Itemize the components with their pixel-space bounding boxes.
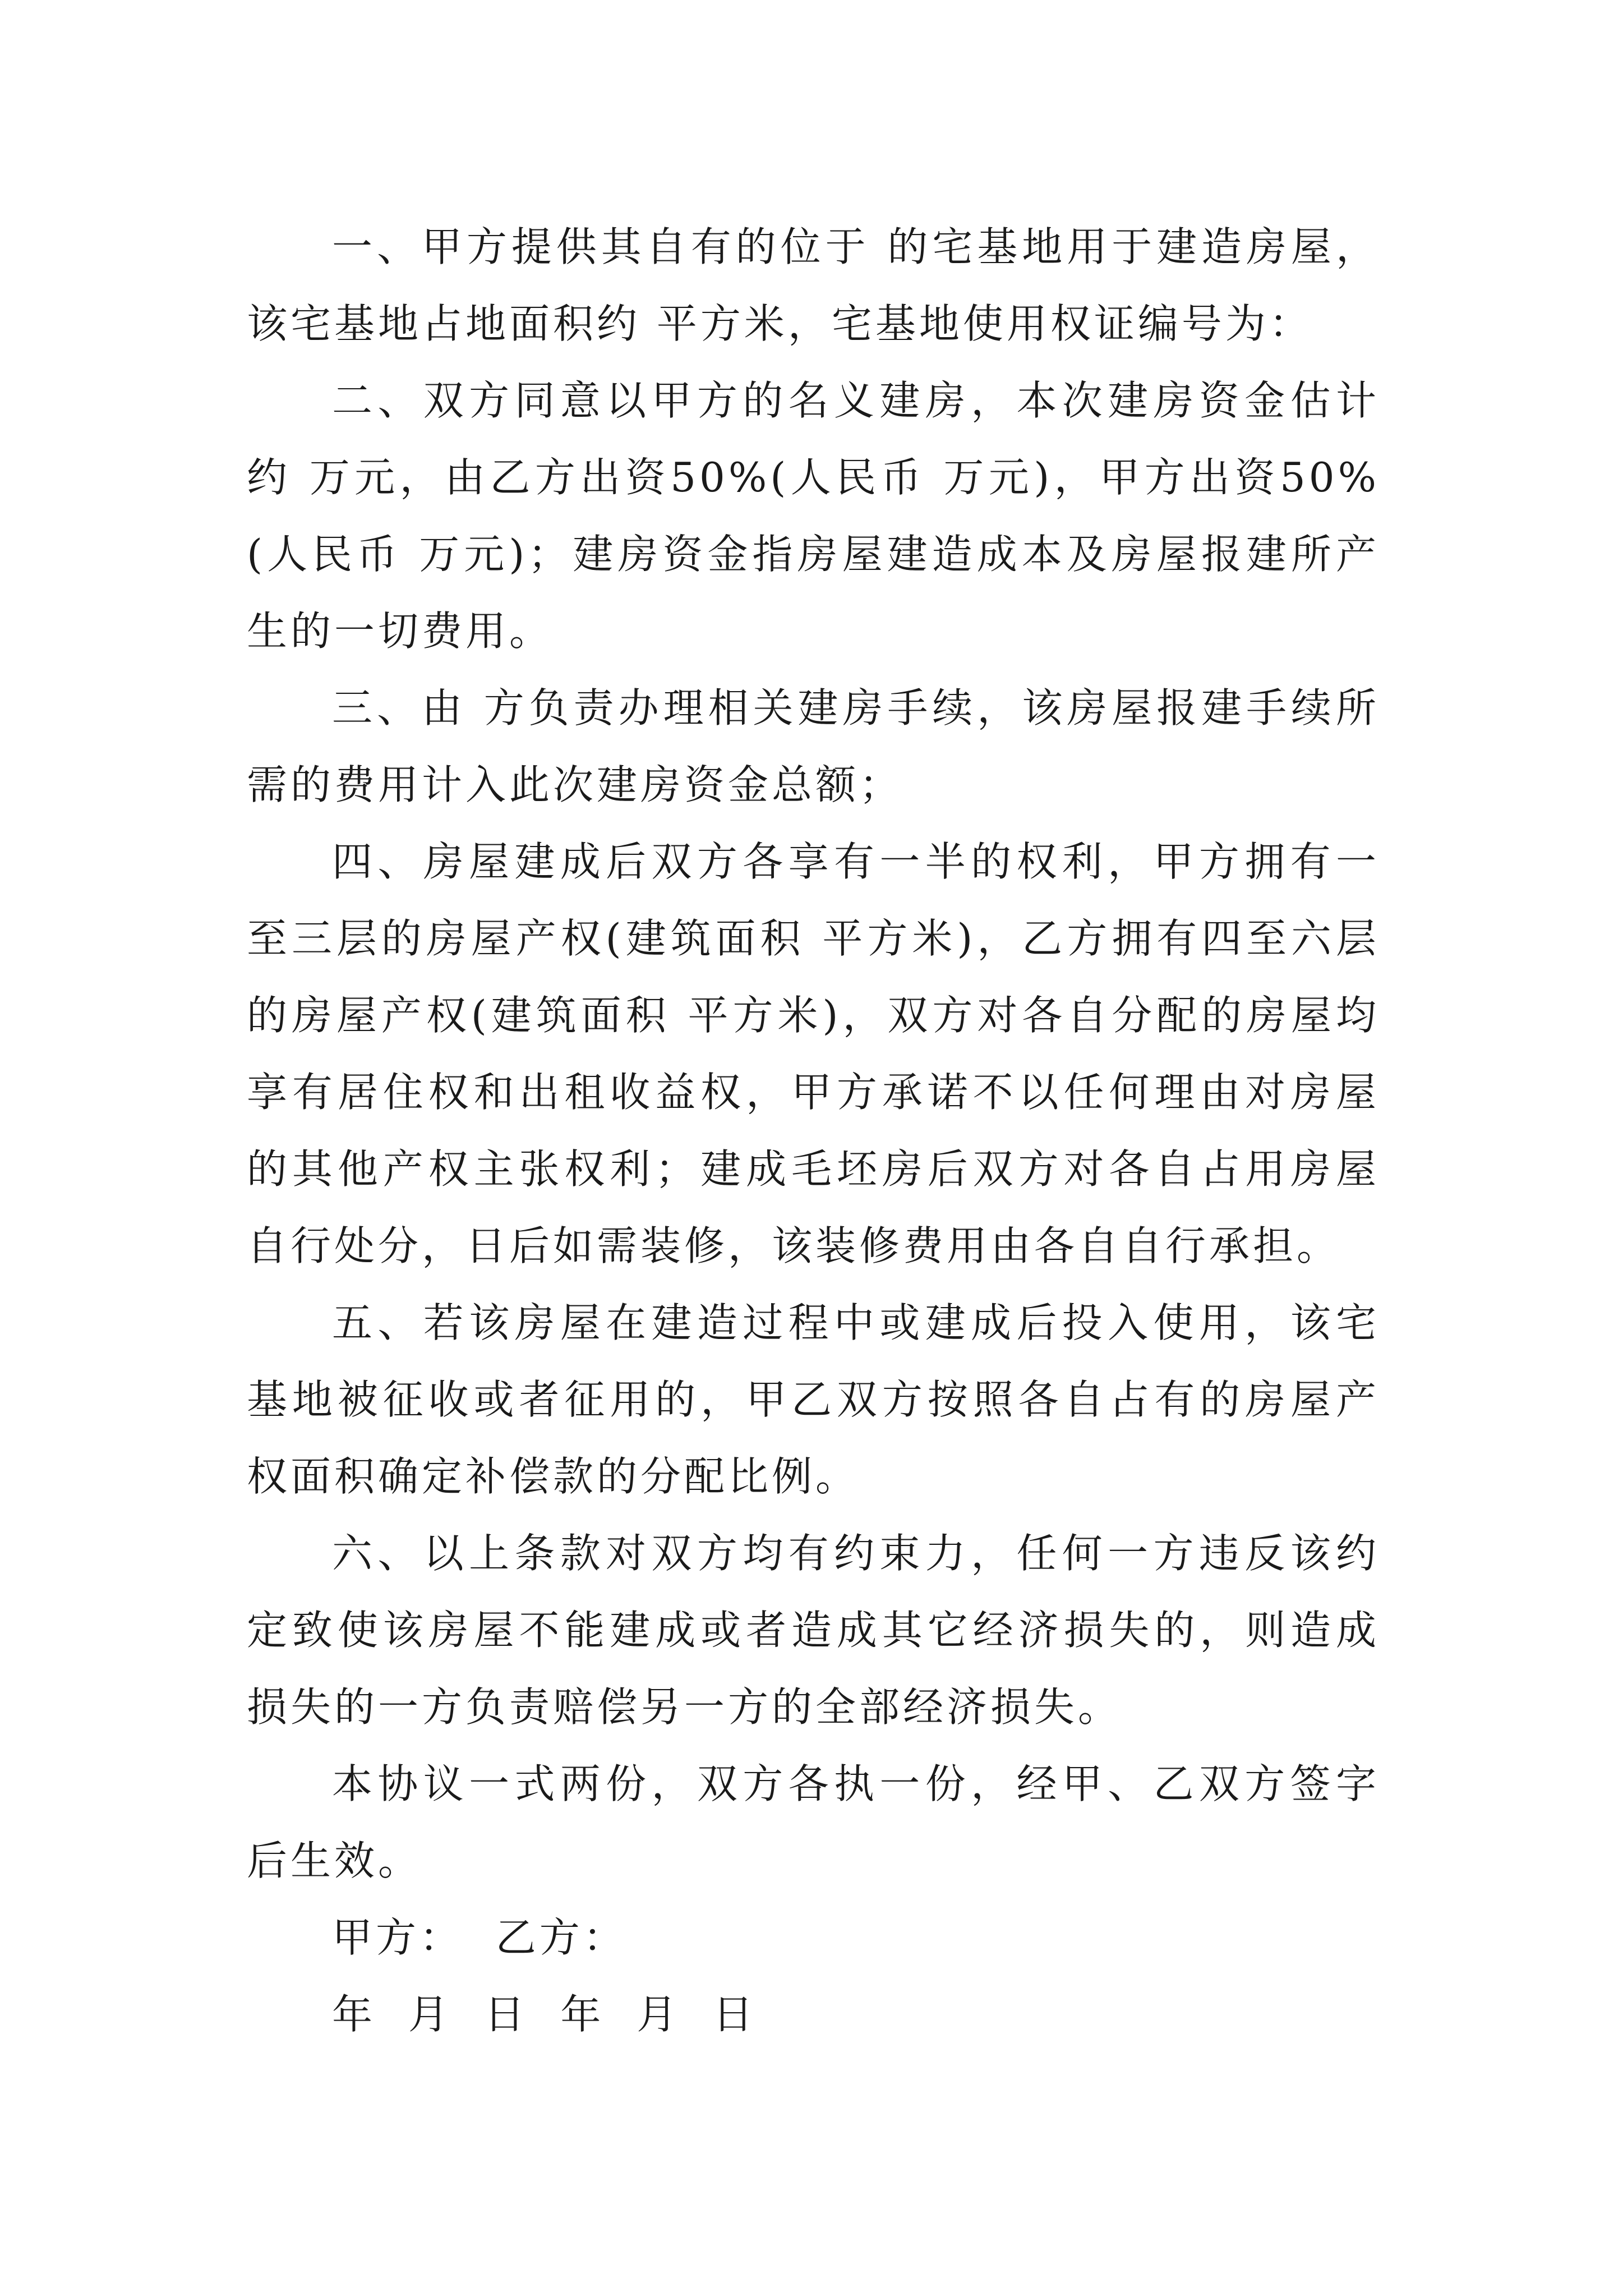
- date-line: 年 月 日 年 月 日: [332, 1991, 757, 2038]
- clause-2: 二、双方同意以甲方的名义建房，本次建房资金估计约 万元，由乙方出资50%(人民币 万元)，甲方出资50%(人民币 万元)；建房资金指房屋建造成本及房屋报建所产生的一切费用。: [247, 377, 1380, 655]
- clause-3: 三、由 方负责办理相关建房手续，该房屋报建手续所需的费用计入此次建房资金总额；: [247, 684, 1380, 808]
- closing-clause: 本协议一式两份，双方各执一份，经甲、乙双方签字后生效。: [247, 1760, 1380, 1884]
- clause-4: 四、房屋建成后双方各享有一半的权利，甲方拥有一至三层的房屋产权(建筑面积 平方米)，乙方拥有四至六层的房屋产权(建筑面积 平方米)，双方对各自分配的房屋均享有居住权和出租收益权，甲方承诺不以任何理由对房屋的其他产权主张权利；建成毛坯房后双方对各自占用房屋自行处分，日后如需装修，该装修费用由各自自行承担。: [247, 838, 1380, 1269]
- signature-line: 甲方： 乙方：: [332, 1914, 627, 1961]
- clause-5: 五、若该房屋在建造过程中或建成后投入使用，该宅基地被征收或者征用的，甲乙双方按照各自占有的房屋产权面积确定补偿款的分配比例。: [247, 1299, 1380, 1500]
- clause-6: 六、以上条款对双方均有约束力，任何一方违反该约定致使该房屋不能建成或者造成其它经济损失的，则造成损失的一方负责赔偿另一方的全部经济损失。: [247, 1530, 1380, 1731]
- clause-1: 一、甲方提供其自有的位于 的宅基地用于建造房屋，该宅基地占地面积约 平方米，宅基地使用权证编号为：: [247, 223, 1380, 347]
- agreement-body: [247, 209, 1380, 2053]
